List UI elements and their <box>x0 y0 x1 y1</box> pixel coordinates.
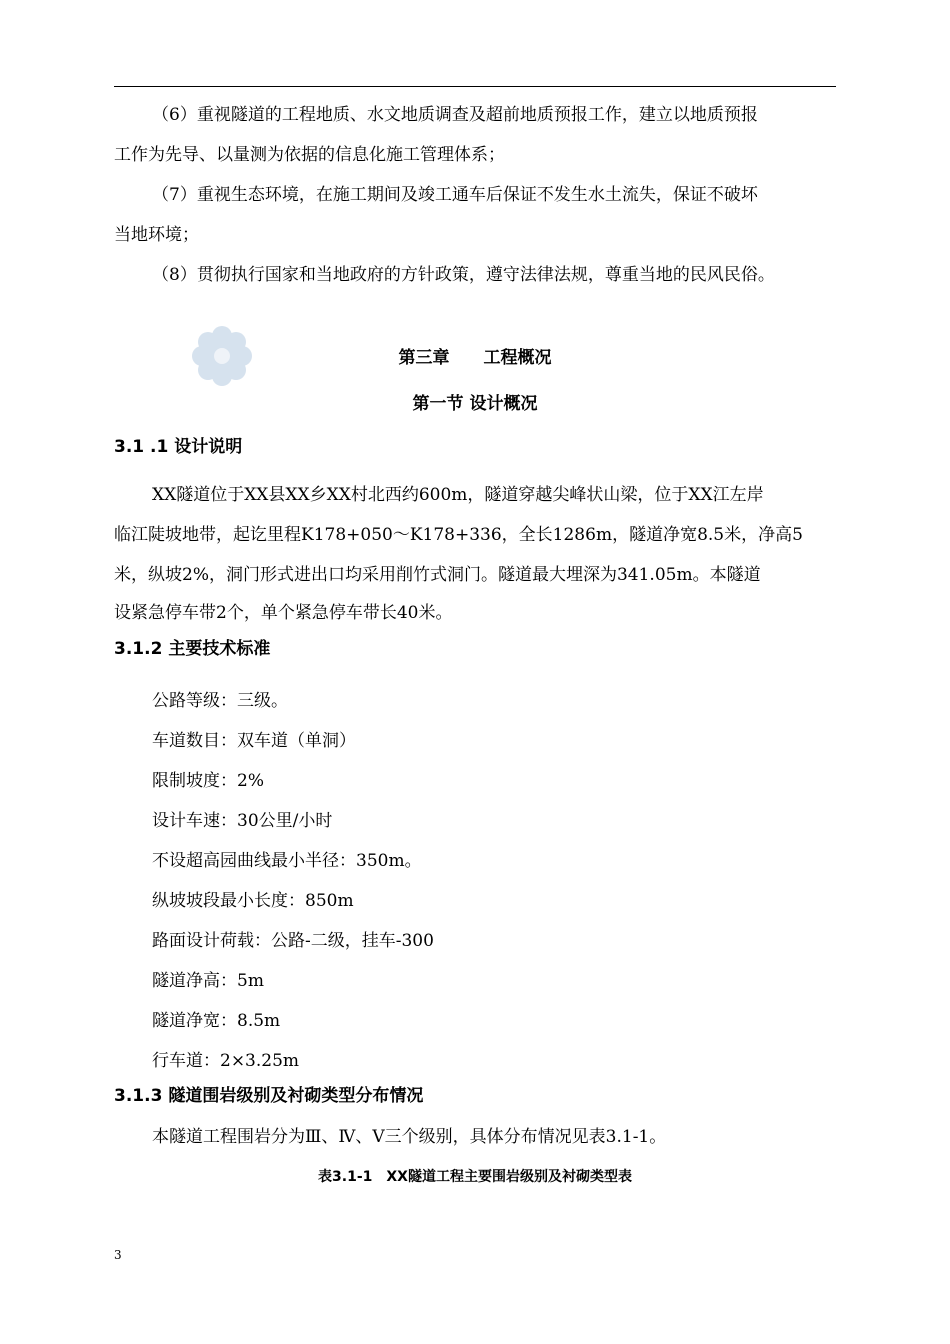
chapter-title: 第三章 工程概况 <box>398 348 552 368</box>
section-title: 第一节 设计概况 <box>412 394 538 414</box>
paragraph-item-8: （8）贯彻执行国家和当地政府的方针政策，遵守法律法规，尊重当地的民风民俗。 <box>152 265 775 285</box>
page-number: 3 <box>114 1248 122 1262</box>
standard-item: 不设超高园曲线最小半径：350m。 <box>152 851 422 871</box>
design-desc-line-4: 设紧急停车带2个，单个紧急停车带长40米。 <box>114 603 453 623</box>
standard-item: 设计车速：30公里/小时 <box>152 811 333 831</box>
paragraph-item-7-line-2: 当地环境； <box>114 225 199 245</box>
standard-item: 隧道净宽：8.5m <box>152 1011 281 1031</box>
standard-item: 限制坡度：2% <box>152 771 264 791</box>
design-desc-line-2: 临江陡坡地带，起讫里程K178+050～K178+336，全长1286m，隧道净宽8.5米，净高5 <box>114 525 803 545</box>
standard-item: 隧道净高：5m <box>152 971 264 991</box>
standard-item: 车道数目：双车道（单洞） <box>152 731 356 751</box>
heading-3-1-2: 3.1.2 主要技术标准 <box>114 639 271 659</box>
header-rule <box>114 86 836 87</box>
standard-item: 纵坡坡段最小长度：850m <box>152 891 354 911</box>
table-caption: 表3.1-1 XX隧道工程主要围岩级别及衬砌类型表 <box>318 1169 632 1185</box>
standard-item: 路面设计荷载：公路-二级，挂车-300 <box>152 931 434 951</box>
heading-3-1-3: 3.1.3 隧道围岩级别及衬砌类型分布情况 <box>114 1086 424 1106</box>
paragraph-item-6-line-1: （6）重视隧道的工程地质、水文地质调查及超前地质预报工作，建立以地质预报 <box>152 105 758 125</box>
rock-class-line: 本隧道工程围岩分为Ⅲ、Ⅳ、Ⅴ三个级别，具体分布情况见表3.1-1。 <box>152 1127 667 1147</box>
standard-item: 公路等级：三级。 <box>152 691 288 711</box>
standard-item: 行车道：2×3.25m <box>152 1051 300 1071</box>
heading-3-1-1: 3.1 .1 设计说明 <box>114 437 243 457</box>
paragraph-item-7-line-1: （7）重视生态环境，在施工期间及竣工通车后保证不发生水土流失，保证不破坏 <box>152 185 758 205</box>
paragraph-item-6-line-2: 工作为先导、以量测为依据的信息化施工管理体系； <box>114 145 505 165</box>
design-desc-line-3: 米，纵坡2%，洞门形式进出口均采用削竹式洞门。隧道最大埋深为341.05m。本隧道 <box>114 565 761 585</box>
design-desc-line-1: XX隧道位于XX县XX乡XX村北西约600m，隧道穿越尖峰状山梁，位于XX江左岸 <box>152 485 764 505</box>
